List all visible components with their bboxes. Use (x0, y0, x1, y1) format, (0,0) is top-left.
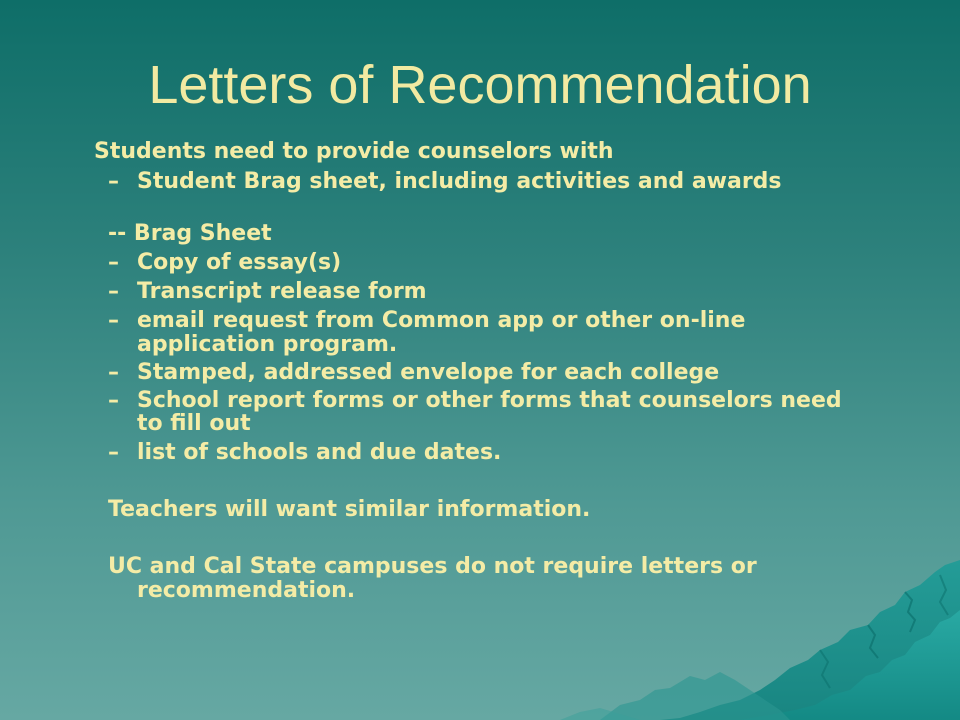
list-item: Stamped, addressed envelope for each college (137, 360, 720, 385)
list-item: -- Brag Sheet (108, 221, 272, 246)
bullet-dash: – (108, 279, 119, 304)
list-item: email request from Common app or other on-line (137, 308, 746, 333)
note-teachers: Teachers will want similar information. (108, 497, 591, 522)
bullet-dash: – (108, 308, 119, 333)
list-item-continuation: application program. (137, 332, 398, 357)
slide-title: Letters of Recommendation (148, 55, 812, 115)
list-item-continuation: to fill out (137, 411, 251, 436)
note-uc-csu: UC and Cal State campuses do not require letters or (108, 554, 757, 579)
bullet-dash: – (108, 169, 119, 194)
list-item: Copy of essay(s) (137, 250, 342, 275)
bullet-dash: – (108, 360, 119, 385)
list-item: list of schools and due dates. (137, 440, 502, 465)
list-item: School report forms or other forms that counselors need (137, 388, 842, 413)
bullet-dash: – (108, 250, 119, 275)
bullet-dash: – (108, 388, 119, 413)
intro-text: Students need to provide counselors with (94, 139, 614, 164)
list-item: Student Brag sheet, including activities and awards (137, 169, 782, 194)
note-uc-csu-continuation: recommendation. (137, 578, 356, 603)
list-item: Transcript release form (137, 279, 427, 304)
bullet-dash: – (108, 440, 119, 465)
